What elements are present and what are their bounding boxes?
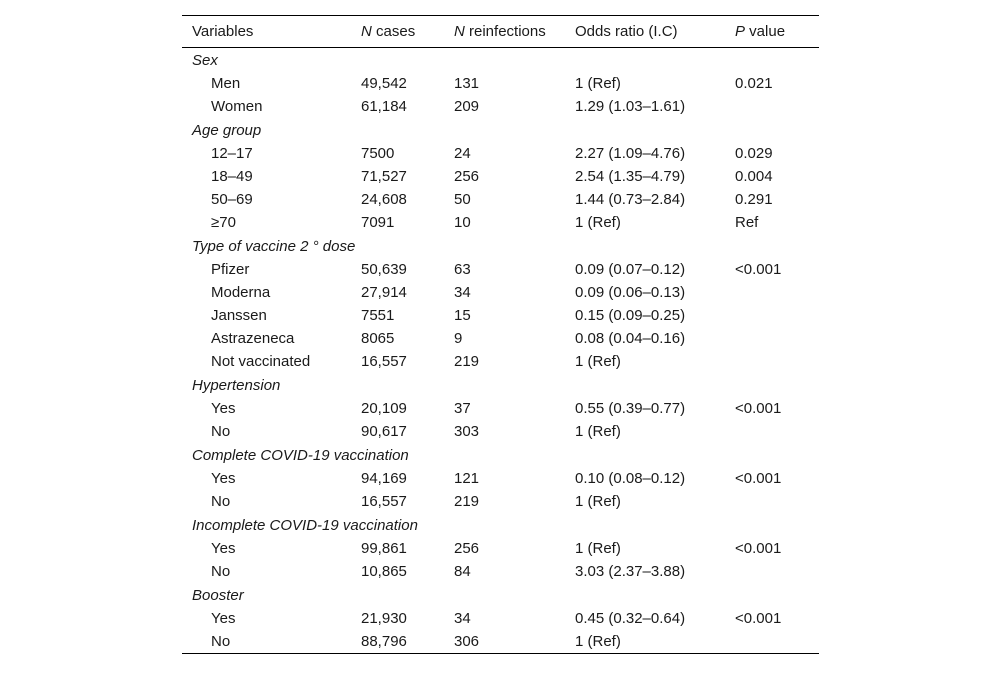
cell-p-value [735, 630, 819, 654]
header-p-value-p: P [735, 23, 746, 40]
cell-n-cases: 90,617 [361, 423, 407, 440]
cell-n-cases: 8065 [361, 330, 395, 347]
table-row [182, 165, 819, 188]
table-group-row [182, 48, 819, 73]
cell-odds-ratio: 0.45 (0.32–0.64) [575, 610, 686, 627]
row-label: Women [211, 98, 263, 115]
row-label: Janssen [211, 307, 267, 324]
table-row [182, 142, 819, 165]
table-row [182, 304, 819, 327]
cell-odds-ratio: 1 (Ref) [575, 214, 621, 231]
table-group-row [182, 583, 819, 607]
cell-n-reinfections: 219 [454, 353, 480, 370]
table-group-row [182, 513, 819, 537]
cell-p-value [735, 420, 819, 443]
header-odds-ratio: Odds ratio (I.C) [575, 16, 735, 48]
cell-n-reinfections: 24 [454, 145, 471, 162]
table-row [182, 350, 819, 373]
table-row [182, 467, 819, 490]
cell-p-value [735, 95, 819, 118]
table-group-row [182, 234, 819, 258]
group-label: Sex [192, 51, 218, 69]
cell-n-cases: 16,557 [361, 353, 407, 370]
row-label: Yes [211, 610, 236, 627]
cell-odds-ratio: 1 (Ref) [575, 353, 621, 370]
cell-p-value: <0.001 [735, 540, 782, 557]
cell-n-reinfections: 256 [454, 540, 480, 557]
cell-n-reinfections: 37 [454, 400, 471, 417]
cell-odds-ratio: 2.27 (1.09–4.76) [575, 145, 686, 162]
row-label: No [211, 493, 231, 510]
cell-p-value [735, 350, 819, 373]
table-row [182, 281, 819, 304]
row-label: No [211, 423, 231, 440]
cell-n-cases: 49,542 [361, 75, 407, 92]
row-label: Pfizer [211, 261, 250, 278]
cell-n-cases: 71,527 [361, 168, 407, 185]
row-label: ≥70 [211, 214, 236, 231]
cell-n-cases: 24,608 [361, 191, 407, 208]
group-label: Age group [192, 121, 262, 139]
cell-p-value [735, 304, 819, 327]
cell-p-value: <0.001 [735, 470, 782, 487]
table-row [182, 327, 819, 350]
cell-p-value [735, 560, 819, 583]
table-header [182, 16, 819, 48]
cell-p-value: <0.001 [735, 610, 782, 627]
cell-n-reinfections: 303 [454, 423, 480, 440]
cell-p-value: 0.029 [735, 145, 773, 162]
cell-odds-ratio: 3.03 (2.37–3.88) [575, 563, 686, 580]
cell-odds-ratio: 1 (Ref) [575, 493, 621, 510]
cell-odds-ratio: 0.09 (0.07–0.12) [575, 261, 686, 278]
cell-n-reinfections: 84 [454, 563, 471, 580]
table-row [182, 630, 819, 654]
cell-odds-ratio: 0.55 (0.39–0.77) [575, 400, 686, 417]
table-body [182, 48, 819, 654]
header-n-cases-n: N [361, 23, 372, 40]
cell-n-cases: 27,914 [361, 284, 407, 301]
table-row [182, 397, 819, 420]
cell-odds-ratio: 0.15 (0.09–0.25) [575, 307, 686, 324]
cell-n-cases: 21,930 [361, 610, 407, 627]
cell-p-value: <0.001 [735, 261, 782, 278]
table-row [182, 72, 819, 95]
table-row [182, 607, 819, 630]
row-label: Astrazeneca [211, 330, 295, 347]
row-label: Yes [211, 470, 236, 487]
row-label: Not vaccinated [211, 353, 311, 370]
table-row [182, 188, 819, 211]
table-row [182, 420, 819, 443]
row-label: Men [211, 75, 241, 92]
cell-odds-ratio: 0.10 (0.08–0.12) [575, 470, 686, 487]
cell-n-reinfections: 131 [454, 75, 480, 92]
cell-p-value: <0.001 [735, 400, 782, 417]
cell-odds-ratio: 1 (Ref) [575, 540, 621, 557]
cell-odds-ratio: 0.09 (0.06–0.13) [575, 284, 686, 301]
header-n-reinfections-n: N [454, 23, 465, 40]
row-label: 50–69 [211, 191, 253, 208]
cell-n-reinfections: 256 [454, 168, 480, 185]
cell-n-cases: 20,109 [361, 400, 407, 417]
group-label: Type of vaccine 2 ° dose [192, 237, 356, 255]
table-group-row [182, 118, 819, 142]
row-label: 12–17 [211, 145, 253, 162]
header-n-cases-label: cases [371, 23, 416, 40]
cell-odds-ratio: 1 (Ref) [575, 630, 735, 654]
table-group-row [182, 443, 819, 467]
cell-n-cases: 61,184 [361, 98, 407, 115]
row-label: Moderna [211, 284, 271, 301]
cell-n-reinfections: 50 [454, 191, 471, 208]
header-p-value [735, 16, 819, 48]
cell-n-cases: 10,865 [361, 563, 407, 580]
cell-n-reinfections: 15 [454, 307, 471, 324]
cell-n-reinfections: 219 [454, 493, 480, 510]
cell-n-cases: 99,861 [361, 540, 407, 557]
header-n-reinfections [454, 16, 575, 48]
cell-n-reinfections: 209 [454, 98, 480, 115]
cell-n-cases: 50,639 [361, 261, 407, 278]
cell-odds-ratio: 1 (Ref) [575, 423, 621, 440]
group-label: Hypertension [192, 376, 281, 394]
cell-n-cases: 7091 [361, 214, 395, 231]
cell-odds-ratio: 2.54 (1.35–4.79) [575, 168, 686, 185]
cell-p-value: Ref [735, 214, 759, 231]
cell-n-reinfections: 63 [454, 261, 471, 278]
header-p-value-label: value [745, 23, 786, 40]
cell-n-cases: 7500 [361, 145, 395, 162]
table-row [182, 211, 819, 234]
row-label: 18–49 [211, 168, 253, 185]
cell-odds-ratio: 1.29 (1.03–1.61) [575, 98, 686, 115]
table-row [182, 258, 819, 281]
cell-odds-ratio: 1 (Ref) [575, 75, 621, 92]
cell-n-cases: 88,796 [361, 630, 454, 654]
cell-odds-ratio: 0.08 (0.04–0.16) [575, 330, 686, 347]
table-row [182, 490, 819, 513]
cell-n-reinfections: 34 [454, 284, 471, 301]
cell-n-reinfections: 10 [454, 214, 471, 231]
row-label: Yes [211, 540, 236, 557]
cell-p-value: 0.021 [735, 75, 773, 92]
table-row [182, 95, 819, 118]
cell-n-cases: 16,557 [361, 493, 407, 510]
cell-n-reinfections: 121 [454, 470, 480, 487]
header-n-reinfections-label: reinfections [464, 23, 546, 40]
cell-p-value: 0.291 [735, 191, 773, 208]
header-n-cases [361, 16, 454, 48]
row-label: No [211, 563, 231, 580]
cell-p-value [735, 327, 819, 350]
row-label: Yes [211, 400, 236, 417]
header-variables: Variables [182, 16, 361, 48]
results-table-container [182, 15, 819, 654]
table-row [182, 560, 819, 583]
cell-n-cases: 94,169 [361, 470, 407, 487]
cell-odds-ratio: 1.44 (0.73–2.84) [575, 191, 686, 208]
table-row [182, 537, 819, 560]
group-label: Complete COVID-19 vaccination [192, 446, 409, 464]
group-label: Booster [192, 586, 244, 604]
header-row [182, 16, 819, 48]
cell-n-cases: 7551 [361, 307, 395, 324]
cell-n-reinfections: 306 [454, 630, 575, 654]
cell-p-value [735, 281, 819, 304]
row-label: No [182, 630, 361, 654]
group-label: Incomplete COVID-19 vaccination [192, 516, 418, 534]
results-table [182, 15, 819, 654]
cell-n-reinfections: 9 [454, 330, 463, 347]
cell-p-value [735, 490, 819, 513]
cell-p-value: 0.004 [735, 168, 773, 185]
table-group-row [182, 373, 819, 397]
cell-n-reinfections: 34 [454, 610, 471, 627]
